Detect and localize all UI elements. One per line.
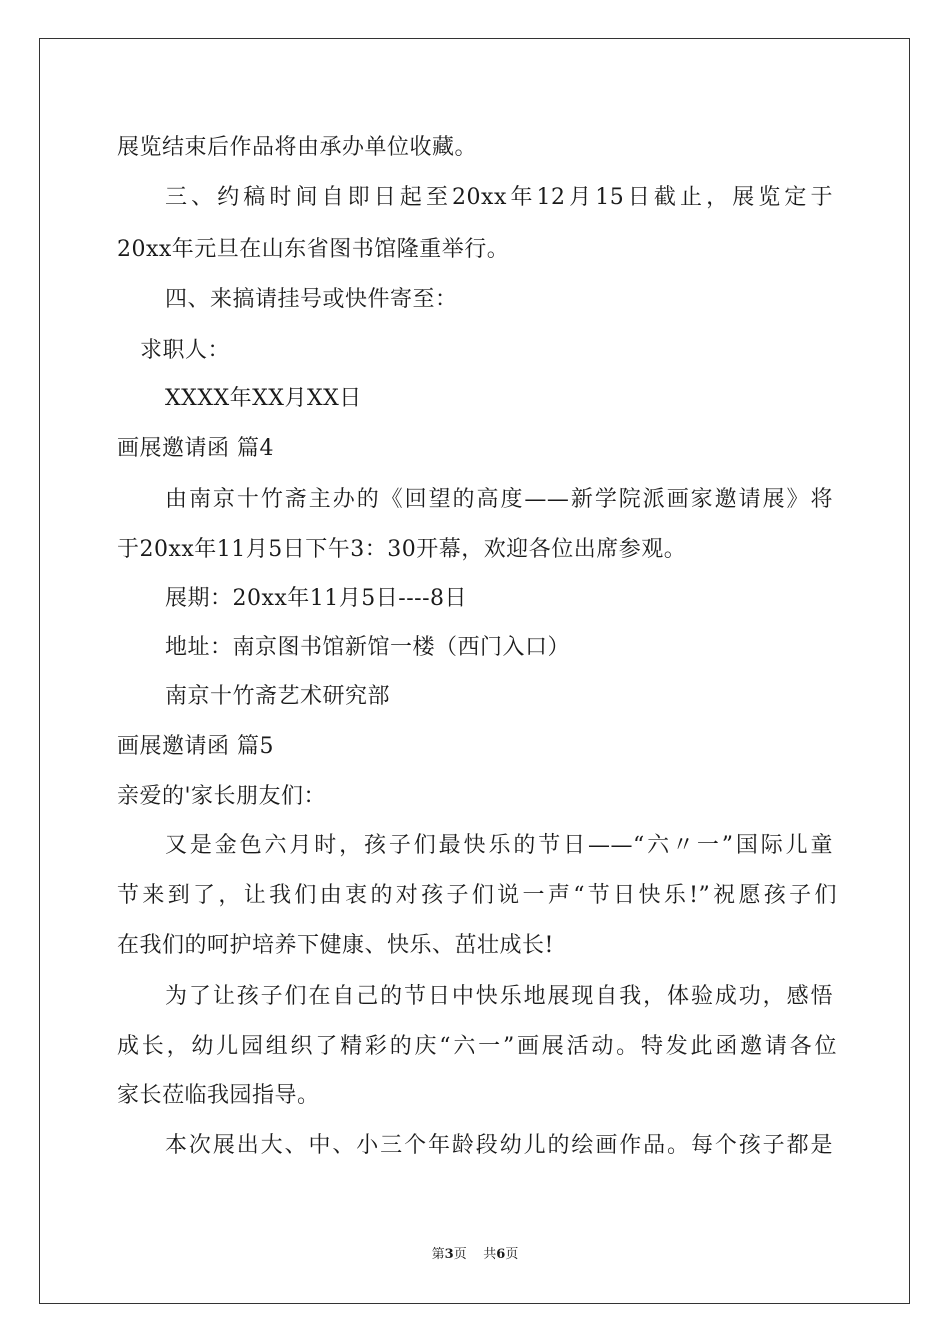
text-line-10: 展期：20xx年11月5日----8日 xyxy=(165,586,468,611)
text-line-15: 又是金色六月时，孩子们最快乐的节日——“六〃一”国际儿童 xyxy=(165,833,833,858)
text-line-14: 亲爱的'家长朋友们： xyxy=(117,784,327,809)
section-heading-5: 画展邀请函 篇5 xyxy=(117,734,274,759)
footer-page-prefix: 第 xyxy=(431,1247,445,1262)
page-footer xyxy=(0,1246,950,1264)
text-line-8: 由南京十竹斋主办的《回望的高度——新学院派画家邀请展》将 xyxy=(165,487,833,512)
text-line-11: 地址：南京图书馆新馆一楼（西门入口） xyxy=(165,635,571,660)
text-line-3: 20xx年元旦在山东省图书馆隆重举行。 xyxy=(117,237,510,262)
text-line-21: 本次展出大、中、小三个年龄段幼儿的绘画作品。每个孩子都是 xyxy=(165,1133,833,1158)
text-line-5: 求职人： xyxy=(140,338,231,363)
text-line-12: 南京十竹斋艺术研究部 xyxy=(165,684,391,709)
text-line-17: 在我们的呵护培养下健康、快乐、茁壮成长! xyxy=(117,933,554,958)
text-line-20: 家长莅临我园指导。 xyxy=(117,1083,320,1108)
footer-page-suffix: 页 xyxy=(453,1247,467,1262)
text-line-16: 节来到了，让我们由衷的对孩子们说一声“节日快乐!”祝愿孩子们 xyxy=(117,883,837,908)
footer-total-prefix: 共 xyxy=(483,1247,497,1262)
section-heading-4: 画展邀请函 篇4 xyxy=(117,436,274,461)
footer-page-number: 3 xyxy=(444,1247,454,1262)
footer-total-suffix: 页 xyxy=(505,1247,519,1262)
text-line-1: 展览结束后作品将由承办单位收藏。 xyxy=(117,135,478,160)
text-line-9: 于20xx年11月5日下午3：30开幕，欢迎各位出席参观。 xyxy=(117,537,687,562)
text-line-18: 为了让孩子们在自己的节日中快乐地展现自我，体验成功，感悟 xyxy=(165,984,833,1009)
text-line-6: XXXX年XX月XX日 xyxy=(165,386,362,411)
text-line-2: 三、约稿时间自即日起至20xx年12月15日截止，展览定于 xyxy=(165,185,833,210)
text-line-19: 成长，幼儿园组织了精彩的庆“六一”画展活动。特发此函邀请各位 xyxy=(117,1034,837,1059)
text-line-4: 四、来搞请挂号或快件寄至： xyxy=(165,287,458,312)
page-border xyxy=(39,38,910,1304)
footer-total-pages: 6 xyxy=(496,1247,506,1262)
